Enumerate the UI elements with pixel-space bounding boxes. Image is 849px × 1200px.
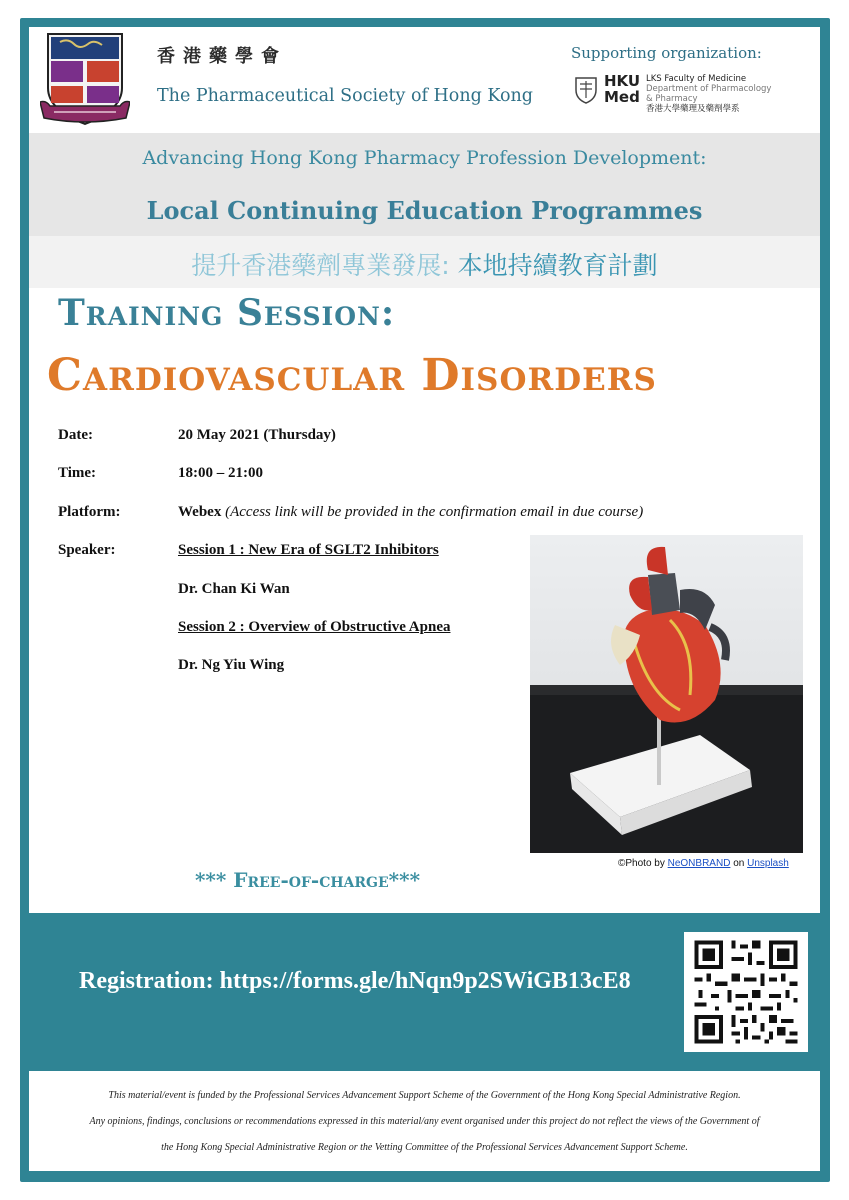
banner-title: Local Continuing Education Programmes: [146, 196, 703, 225]
date-value: 20 May 2021 (Thursday): [178, 427, 336, 443]
hku-faculty-line: LKS Faculty of Medicine: [646, 74, 747, 84]
photo-author-link[interactable]: NeONBRAND: [667, 858, 731, 869]
banner-chinese-part-2: 本地持續教育計劃: [457, 251, 658, 280]
hku-wordmark-top: HKU: [604, 72, 641, 90]
unsplash-link[interactable]: Unsplash: [747, 858, 789, 869]
platform-name: Webex: [178, 504, 222, 520]
platform-label: Platform:: [58, 504, 121, 520]
banner-chinese-title: [29, 246, 820, 282]
hku-med-wordmark: [604, 73, 640, 105]
platform-value: [178, 504, 643, 521]
society-crest-logo: [40, 30, 130, 128]
speaker-label: Speaker:: [58, 542, 116, 558]
hku-department-line-2: & Pharmacy: [646, 94, 698, 104]
photo-credit-prefix: ©Photo by: [618, 858, 668, 869]
platform-note: (Access link will be provided in the confirmation email in due course): [225, 504, 644, 520]
photo-credit-middle: on: [730, 858, 748, 869]
session-2-title: Session 2 : Overview of Obstructive Apnea: [178, 619, 451, 635]
hku-med-logo: [574, 73, 774, 117]
free-of-charge-notice: *** Free-of-charge***: [194, 868, 421, 892]
disclaimer-line-3: the Hong Kong Special Administrative Region or the Vetting Committee of the Professional Services Advancement Support Scheme.: [161, 1142, 688, 1153]
session-1-speaker: Dr. Chan Ki Wan: [178, 581, 290, 597]
time-label: Time:: [58, 465, 97, 481]
hku-department-chinese: 香港大學藥理及藥劑學系: [646, 104, 740, 114]
registration-qr-code[interactable]: [684, 932, 808, 1052]
heart-model-photo: [530, 535, 803, 853]
disclaimer-line-2: Any opinions, findings, conclusions or recommendations expressed in this material/any event organised under this project do not reflect the views of the Government of: [89, 1116, 760, 1127]
session-2-speaker: Dr. Ng Yiu Wing: [178, 657, 285, 673]
hku-department-text: [646, 74, 771, 114]
registration-link[interactable]: Registration: https://forms.gle/hNqn9p2SWiGB13cE8: [79, 968, 631, 994]
hku-department-line: Department of Pharmacology: [646, 84, 772, 94]
funding-disclaimer: [29, 1071, 820, 1171]
society-name-english: The Pharmaceutical Society of Hong Kong: [157, 86, 533, 106]
banner-subtitle: Advancing Hong Kong Pharmacy Profession Development:: [142, 147, 707, 169]
hku-wordmark-bottom: Med: [604, 88, 640, 106]
supporting-organization-label: Supporting organization:: [571, 44, 762, 62]
banner-chinese-part-1: 提升香港藥劑專業發展:: [191, 251, 458, 280]
session-topic: Cardiovascular Disorders: [47, 350, 657, 401]
time-value: 18:00 – 21:00: [178, 465, 263, 481]
photo-credit: [618, 858, 789, 869]
hku-shield-icon: [574, 76, 598, 104]
disclaimer-line-1: This material/event is funded by the Professional Services Advancement Support Scheme of the Government of the Hong Kong Special Administrative Region.: [108, 1090, 741, 1101]
society-name-chinese: 香港藥學會: [157, 46, 287, 67]
date-label: Date:: [58, 427, 93, 443]
session-1-title: Session 1 : New Era of SGLT2 Inhibitors: [178, 542, 439, 558]
session-label: Training Session:: [58, 292, 396, 334]
